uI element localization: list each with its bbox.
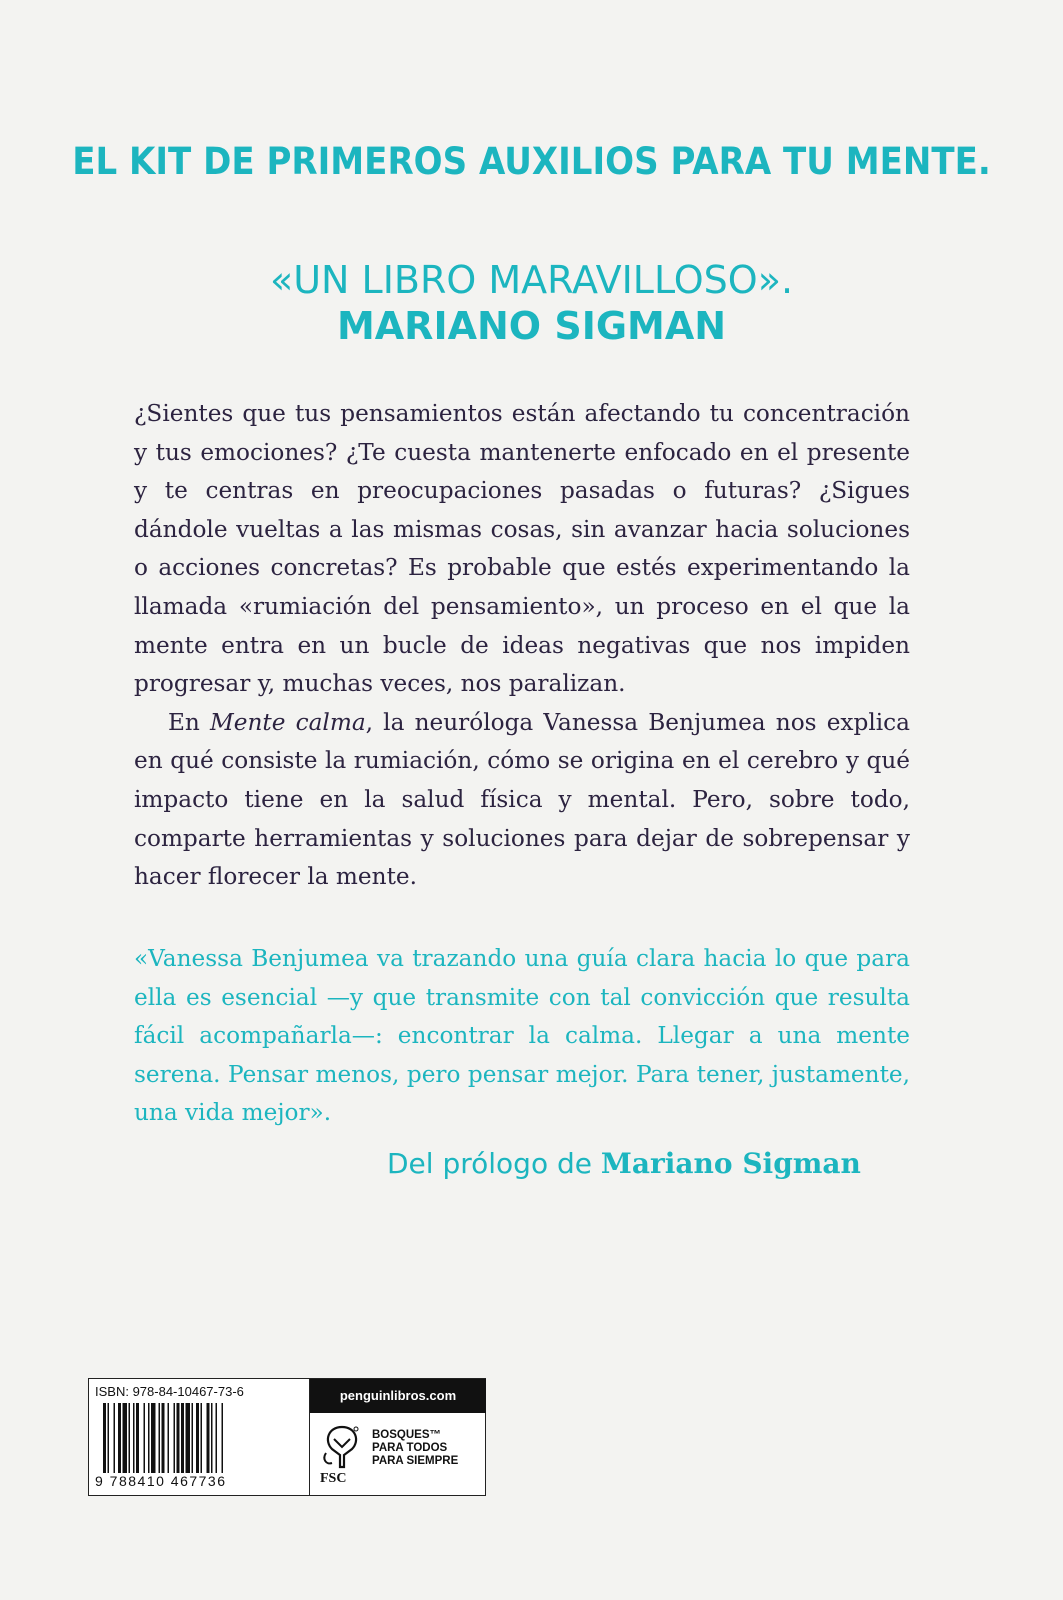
p2-prefix: En bbox=[168, 708, 211, 736]
barcode-area bbox=[89, 1379, 309, 1495]
testimonial-quote: «Vanessa Benjumea va trazando una guía clara hacia lo que para ella es esencial —y que transmite con tal convicción que resulta fácil acompañarla—: encontrar la calma. Llegar a una mente serena. Pensar menos, pero pensar mejor. Para tener, justamente, una vida mejor». bbox=[134, 945, 910, 1127]
description-paragraph-2 bbox=[134, 704, 910, 897]
fsc-line-1: BOSQUES™ bbox=[372, 1429, 442, 1441]
barcode-digits: 9 788410 467736 bbox=[95, 1473, 227, 1489]
p2-rest: , la neuróloga Vanessa Benjumea nos explica en qué consiste la rumiación, cómo se origina en el cerebro y qué impacto tiene en la salud física y mental. Pero, sobre todo, comparte herramientas y soluciones para dejar de sobrepensar y hacer florecer la mente. bbox=[134, 708, 910, 891]
blurb-quote: «UN LIBRO MARAVILLOSO». bbox=[269, 258, 794, 302]
testimonial-attribution bbox=[387, 1147, 861, 1180]
book-title: Mente calma bbox=[210, 708, 366, 736]
fsc-line-3: PARA SIEMPRE bbox=[372, 1455, 459, 1467]
blurb-author: MARIANO SIGMAN bbox=[336, 304, 727, 348]
barcode-box bbox=[88, 1378, 486, 1496]
isbn-label: ISBN: 978-84-10467-73-6 bbox=[95, 1384, 244, 1399]
fsc-tree-icon bbox=[320, 1423, 364, 1469]
description-paragraph-1: ¿Sientes que tus pensamientos están afectando tu concentración y tus emociones? ¿Te cuesta mantenerte enfocado en el presente y te centras en preocupaciones pasadas o futuras? ¿Sigues dándole vueltas a las mismas cosas, sin avanzar hacia soluciones o acciones concretas? Es probable que estés experimentando la llamada «rumiación del pensamiento», un proceso en el que la mente entra en un bucle de ideas negativas que nos impiden progresar y, muchas veces, nos paralizan. bbox=[134, 400, 910, 698]
description bbox=[134, 395, 910, 897]
fsc-label: FSC bbox=[320, 1471, 347, 1486]
fsc-slogan bbox=[372, 1429, 458, 1468]
fsc-line-2: PARA TODOS bbox=[372, 1442, 448, 1454]
attribution-prefix: Del prólogo de bbox=[387, 1147, 601, 1180]
publisher-website: penguinlibros.com bbox=[310, 1379, 486, 1413]
headline: EL KIT DE PRIMEROS AUXILIOS PARA TU MENTE. bbox=[72, 140, 991, 183]
barcode-icon bbox=[103, 1403, 295, 1473]
attribution-name: Mariano Sigman bbox=[600, 1147, 861, 1180]
publisher-area bbox=[309, 1379, 486, 1495]
